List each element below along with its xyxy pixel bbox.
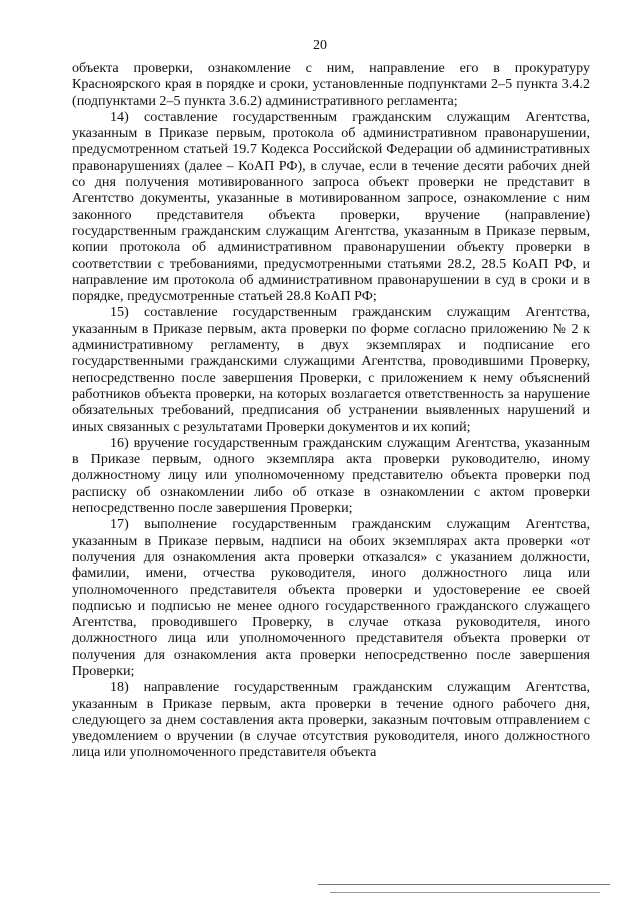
paragraph: 16) вручение государственным гражданским служащим Агентства, указанным в Приказе первым, одного экземпляра акта проверки руководителю, иному должностному лицу или уполномоченному представителю объекта проверки под расписку об ознакомлении либо об отказе в ознакомлении с актом проверки непосредственно после завершения Проверки; (72, 434, 590, 517)
page-body (72, 60, 590, 761)
paragraph: 14) составление государственным гражданским служащим Агентства, указанным в Приказе первым, протокола об административном правонарушении, предусмотренном статьей 19.7 Кодекса Российской Федерации об административных правонарушениях (далее – КоАП РФ), в случае, если в течение десяти рабочих дней со дня получения мотивированного запроса объект проверки не представит в Агентство документы, указанные в мотивированном запросе, ознакомление с ним законного представителя объекта проверки, вручение (направление) государственным гражданским служащим Агентства, указанным в Приказе первым, копии протокола об административном правонарушении объекту проверки в соответствии с требованиями, предусмотренными статьями 28.2, 28.5 КоАП РФ, и направление им протокола об административном правонарушении в суд в сроки и в порядке, предусмотренные статьей 28.8 КоАП РФ; (72, 108, 590, 305)
scan-edge-line (330, 892, 600, 893)
paragraph: 18) направление государственным гражданским служащим Агентства, указанным в Приказе первым, акта проверки в течение одного рабочего дня, следующего за днем составления акта проверки, заказным почтовым отправлением с уведомлением о вручении (в случае отсутствия руководителя, иного должностного лица или уполномоченного представителя объекта (72, 679, 590, 761)
scan-edge-line (318, 884, 610, 885)
paragraph: объекта проверки, ознакомление с ним, направление его в прокуратуру Красноярского края в порядке и сроки, установленные подпунктами 2–5 пункта 3.4.2 (подпунктами 2–5 пункта 3.6.2) административного регламента; (72, 60, 590, 109)
paragraph: 17) выполнение государственным гражданским служащим Агентства, указанным в Приказе первым, надписи на обоих экземплярах акта проверки «от получения для ознакомления акта проверки отказался» с указанием должности, фамилии, имени, отчества руководителя, иного должностного лица или уполномоченного представителя объекта проверки и удостоверение ее своей подписью и подписью не менее одного государственного гражданского служащего Агентства, проводившего Проверку, в случае отказа руководителя, иного должностного лица или уполномоченного представителя объекта проверки от получения для ознакомления акта проверки непосредственно после завершения Проверки; (72, 516, 590, 679)
page-number: 20 (313, 38, 327, 53)
paragraph: 15) составление государственным гражданским служащим Агентства, указанным в Приказе первым, акта проверки по форме согласно приложению № 2 к административному регламенту, в двух экземплярах и подписание его государственными гражданскими служащими Агентства, проводившими Проверку, непосредственно после завершения Проверки, с приложением к нему объяснений работников объекта проверки, на которых возлагается ответственность за нарушение обязательных требований, предписания об устранении выявленных нарушений и иных связанных с результатами Проверки документов и их копий; (72, 304, 590, 435)
